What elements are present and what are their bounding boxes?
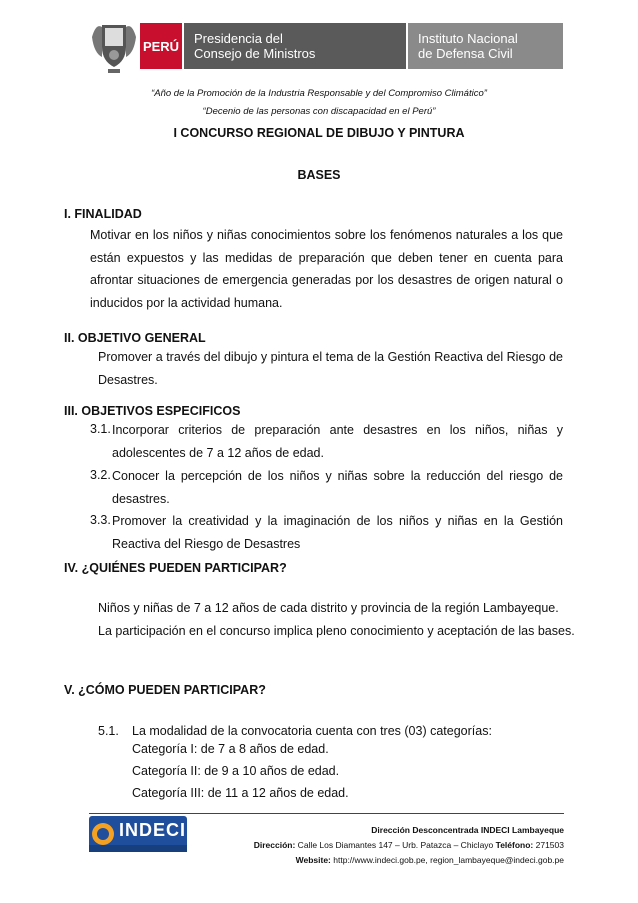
year-motto: “Año de la Promoción de la Industria Responsable y del Compromiso Climático” xyxy=(151,88,487,99)
objective-number: 3.1. xyxy=(90,422,111,436)
address-label: Dirección: xyxy=(253,840,296,850)
indeci-label xyxy=(408,23,563,69)
section-4-line-1: Niños y niñas de 7 a 12 años de cada distrito y provincia de la región Lambayeque. xyxy=(98,601,559,615)
indeci-logo xyxy=(89,816,187,852)
section-4-heading: IV. ¿QUIÉNES PUEDEN PARTICIPAR? xyxy=(64,561,287,575)
indeci-logo-text: INDECI xyxy=(119,820,187,840)
pcm-line2: Consejo de Ministros xyxy=(194,46,316,61)
section-2-heading: II. OBJETIVO GENERAL xyxy=(64,331,206,345)
document-subtitle: BASES xyxy=(297,168,341,182)
coat-of-arms-icon xyxy=(88,17,140,75)
indeci-line1: Instituto Nacional xyxy=(418,31,518,46)
section-1-heading: I. FINALIDAD xyxy=(64,207,142,221)
footer-divider xyxy=(89,813,564,814)
objective-text: Incorporar criterios de preparación ante desastres en los niños, niñas y adolescentes de 7 a 12 años de edad. xyxy=(112,423,563,460)
section-5-number: 5.1. xyxy=(98,724,119,738)
category-item: Categoría I: de 7 a 8 años de edad. xyxy=(132,742,329,756)
web-label: Website: xyxy=(295,855,331,865)
address-value: Calle Los Diamantes 147 – Urb. Patazca – Chiclayo xyxy=(295,840,496,850)
header-banner xyxy=(88,17,563,75)
decade-motto: “Decenio de las personas con discapacidad en el Perú” xyxy=(202,106,436,117)
pcm-line1: Presidencia del xyxy=(194,31,283,46)
phone-value: 271503 xyxy=(533,840,564,850)
section-1-text: Motivar en los niños y niñas conocimientos sobre los fenómenos naturales a los que están expuestos y las medidas de preparación que deben tener en cuenta para afrontar situaciones de emergencia generadas por los desastres de origen natural o inducidos por la actividad humana. xyxy=(90,228,563,310)
section-5-heading: V. ¿CÓMO PUEDEN PARTICIPAR? xyxy=(64,683,266,697)
objective-number: 3.2. xyxy=(90,468,111,482)
pcm-label xyxy=(184,23,406,69)
footer-web xyxy=(296,855,564,865)
objective-text: Promover la creatividad y la imaginación de los niños y niñas en la Gestión Reactiva del Riesgo de Desastres xyxy=(112,514,563,551)
section-3-heading: III. OBJETIVOS ESPECIFICOS xyxy=(64,404,241,418)
footer-address xyxy=(254,840,564,850)
document-title: I CONCURSO REGIONAL DE DIBUJO Y PINTURA xyxy=(173,126,465,140)
indeci-line2: de Defensa Civil xyxy=(418,46,513,61)
web-value[interactable]: http://www.indeci.gob.pe, region_lambayeque@indeci.gob.pe xyxy=(330,855,564,865)
footer-office: Dirección Desconcentrada INDECI Lambayeque xyxy=(371,825,564,835)
peru-label: PERÚ xyxy=(140,23,182,69)
section-2-text: Promover a través del dibujo y pintura el tema de la Gestión Reactiva del Riesgo de Desastres. xyxy=(98,350,563,387)
objective-text: Conocer la percepción de los niños y niñas sobre la reducción del riesgo de desastres. xyxy=(112,469,563,506)
section-4-line-2: La participación en el concurso implica pleno conocimiento y aceptación de las bases. xyxy=(98,624,575,638)
category-item: Categoría II: de 9 a 10 años de edad. xyxy=(132,764,340,778)
section-5-intro: La modalidad de la convocatoria cuenta con tres (03) categorías: xyxy=(132,724,492,738)
phone-label: Teléfono: xyxy=(495,840,534,850)
category-item: Categoría III: de 11 a 12 años de edad. xyxy=(132,786,349,800)
objective-number: 3.3. xyxy=(90,513,111,527)
